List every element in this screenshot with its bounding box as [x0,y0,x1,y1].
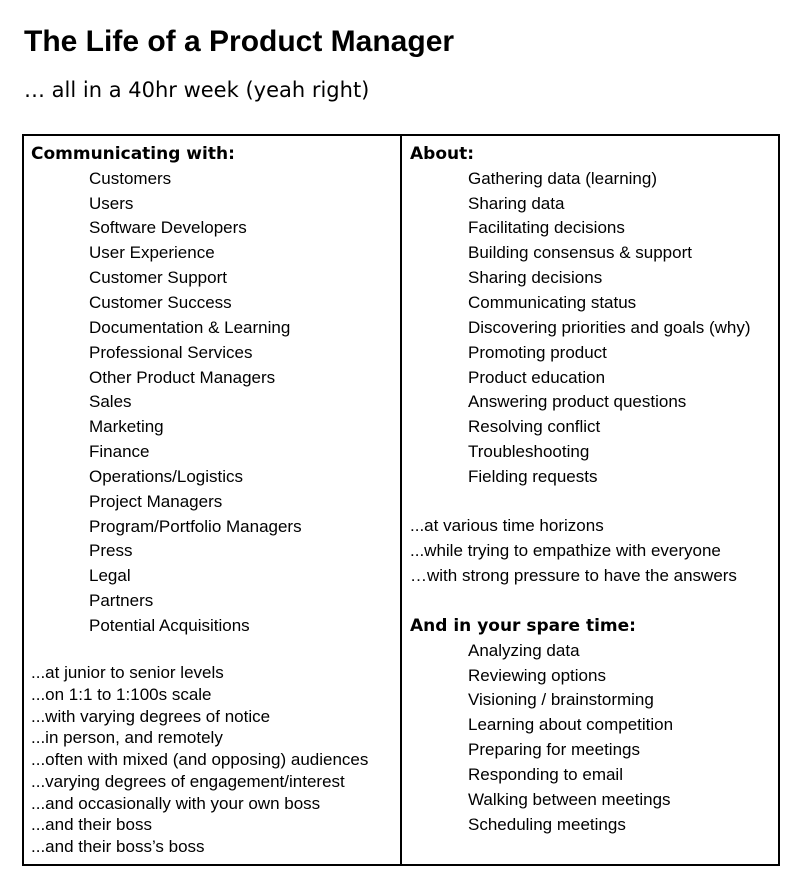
qualifier-line: ...on 1:1 to 1:100s scale [31,684,212,704]
audience-item: Customer Support [89,268,227,288]
qualifier-line: ...and occasionally with your own boss [31,793,321,813]
qualifier-line: ...in person, and remotely [31,728,223,748]
topic-item: Building consensus & support [468,243,692,263]
topics-column [410,142,751,490]
topic-item: Promoting product [468,342,607,362]
spare-time-item: Scheduling meetings [468,814,626,834]
audience-item: Customers [89,168,172,188]
topics-list [410,167,751,490]
topic-item: Product education [468,367,606,387]
audience-qualifiers [31,662,368,858]
audience-item: Customer Success [89,293,232,313]
audience-item: Professional Services [89,342,253,362]
audience-item: Marketing [89,417,164,437]
topic-item: Troubleshooting [468,442,590,462]
spare-time-item: Visioning / brainstorming [468,690,654,710]
qualifier-line: ...often with mixed (and opposing) audiences [31,750,369,769]
audience-item: Documentation & Learning [89,317,291,337]
qualifier-line: ...at junior to senior levels [31,663,224,682]
spare-time-item: Learning about competition [468,715,674,735]
spare-time-section [410,614,673,838]
audience-item: Program/Portfolio Managers [89,516,302,536]
qualifier-line: …with strong pressure to have the answers [410,565,737,585]
topic-item: Discovering priorities and goals (why) [468,317,751,337]
spare-time-item: Preparing for meetings [468,740,640,760]
spare-time-heading: And in your spare time: [410,616,636,636]
audience-item: Other Product Managers [89,367,276,387]
topic-item: Facilitating decisions [468,218,625,238]
topic-item: Communicating status [468,293,637,313]
qualifier-line: ...with varying degrees of notice [31,706,271,726]
audience-item: Operations/Logistics [89,466,244,486]
column-divider [400,134,402,866]
page-subtitle: … all in a 40hr week (yeah right) [24,78,370,102]
spare-time-item: Walking between meetings [468,789,671,809]
qualifier-line: ...and their boss’s boss [31,837,205,856]
audience-item: Potential Acquisitions [89,615,250,635]
spare-time-item: Responding to email [468,765,623,785]
topic-item: Resolving conflict [468,417,601,437]
audience-item: Partners [89,591,154,611]
topic-item: Fielding requests [468,466,598,486]
audience-item: User Experience [89,243,215,263]
qualifier-line: ...and their boss [31,815,152,835]
audience-item: Users [89,193,134,213]
audience-item: Finance [89,442,150,462]
audience-item: Software Developers [89,218,247,238]
audience-item: Project Managers [89,491,223,511]
spare-time-list [410,639,673,838]
qualifier-line: ...varying degrees of engagement/interest [31,771,345,791]
topics-heading: About: [410,144,475,164]
audience-column [31,142,302,639]
topic-item: Sharing data [468,193,565,213]
topic-item: Answering product questions [468,392,687,412]
topics-qualifiers [410,514,737,589]
spare-time-item: Analyzing data [468,640,580,660]
topic-item: Sharing decisions [468,268,603,288]
audience-item: Sales [89,392,132,412]
page-title: The Life of a Product Manager [24,25,455,58]
audience-heading: Communicating with: [31,144,235,164]
qualifier-line: ...while trying to empathize with everyone [410,540,721,560]
topic-item: Gathering data (learning) [468,168,658,188]
spare-time-item: Reviewing options [468,665,606,685]
audience-item: Press [89,541,133,561]
qualifier-line: ...at various time horizons [410,516,604,535]
audience-list [31,167,302,639]
audience-item: Legal [89,566,131,586]
